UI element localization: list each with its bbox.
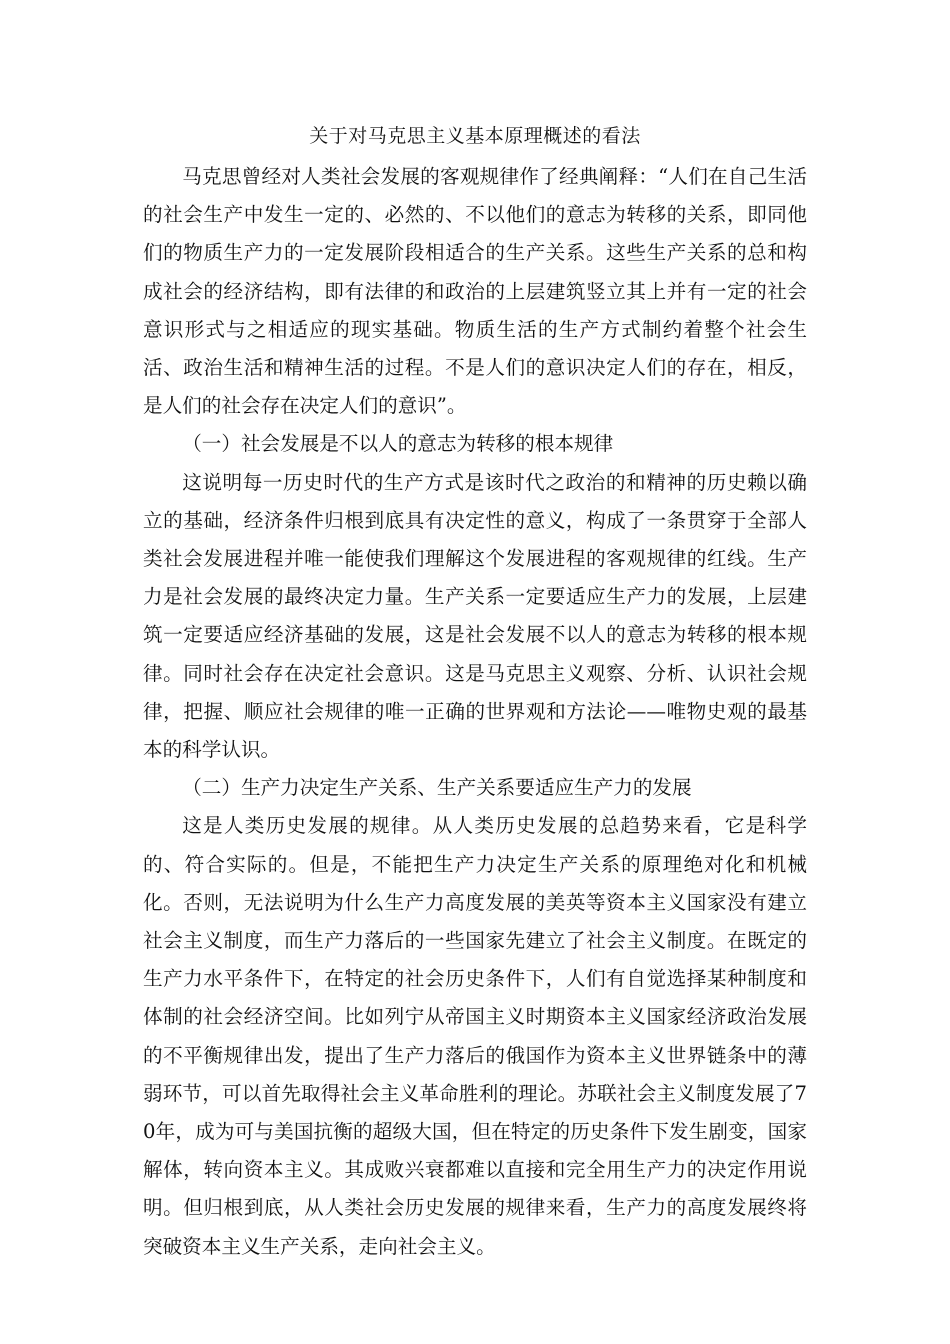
section-1-heading: （一）社会发展是不以人的意志为转移的根本规律 <box>182 432 614 456</box>
section-2-paragraph: 这是人类历史发展的规律。从人类历史发展的总趋势来看，它是科学的、符合实际的。但是，不能把生产力决定生产关系的原理绝对化和机械化。否则，无法说明为什么生产力高度发展的美英等资本主义国家没有建立社会主义制度，而生产力落后的一些国家先建立了社会主义制度。在既定的生产力水平条件下，在特定的社会历史条件下，人们有自觉选择某种制度和体制的社会经济空间。比如列宁从帝国主义时期资本主义国家经济政治发展的不平衡规律出发，提出了生产力落后的俄国作为资本主义世界链条中的薄弱环节，可以首先取得社会主义革命胜利的理论。苏联社会主义制度发展了70年，成为可与美国抗衡的超级大国，但在特定的历史条件下发生剧变，国家解体，转向资本主义。其成败兴衰都难以直接和完全用生产力的决定作用说明。但归根到底，从人类社会历史发展的规律来看，生产力的高度发展终将突破资本主义生产关系，走向社会主义。 <box>143 814 807 1258</box>
section-1-paragraph: 这说明每一历史时代的生产方式是该时代之政治的和精神的历史赖以确立的基础，经济条件归根到底具有决定性的意义，构成了一条贯穿于全部人类社会发展进程并唯一能使我们理解这个发展进程的客观规律的红线。生产力是社会发展的最终决定力量。生产关系一定要适应生产力的发展，上层建筑一定要适应经济基础的发展，这是社会发展不以人的意志为转移的根本规律。同时社会存在决定社会意识。这是马克思主义观察、分析、认识社会规律，把握、顺应社会规律的唯一正确的世界观和方法论——唯物史观的最基本的科学认识。 <box>143 470 807 762</box>
document-title: 关于对马克思主义基本原理概述的看法 <box>309 125 641 147</box>
document-body <box>143 158 807 1266</box>
section-2-heading: （二）生产力决定生产关系、生产关系要适应生产力的发展 <box>182 776 692 800</box>
intro-paragraph: 马克思曾经对人类社会发展的客观规律作了经典阐释：“人们在自己生活的社会生产中发生一定的、必然的、不以他们的意志为转移的关系，即同他们的物质生产力的一定发展阶段相适合的生产关系。这些生产关系的总和构成社会的经济结构，即有法律的和政治的上层建筑竖立其上并有一定的社会意识形式与之相适应的现实基础。物质生活的生产方式制约着整个社会生活、政治生活和精神生活的过程。不是人们的意识决定人们的存在，相反，是人们的社会存在决定人们的意识”。 <box>143 165 807 418</box>
